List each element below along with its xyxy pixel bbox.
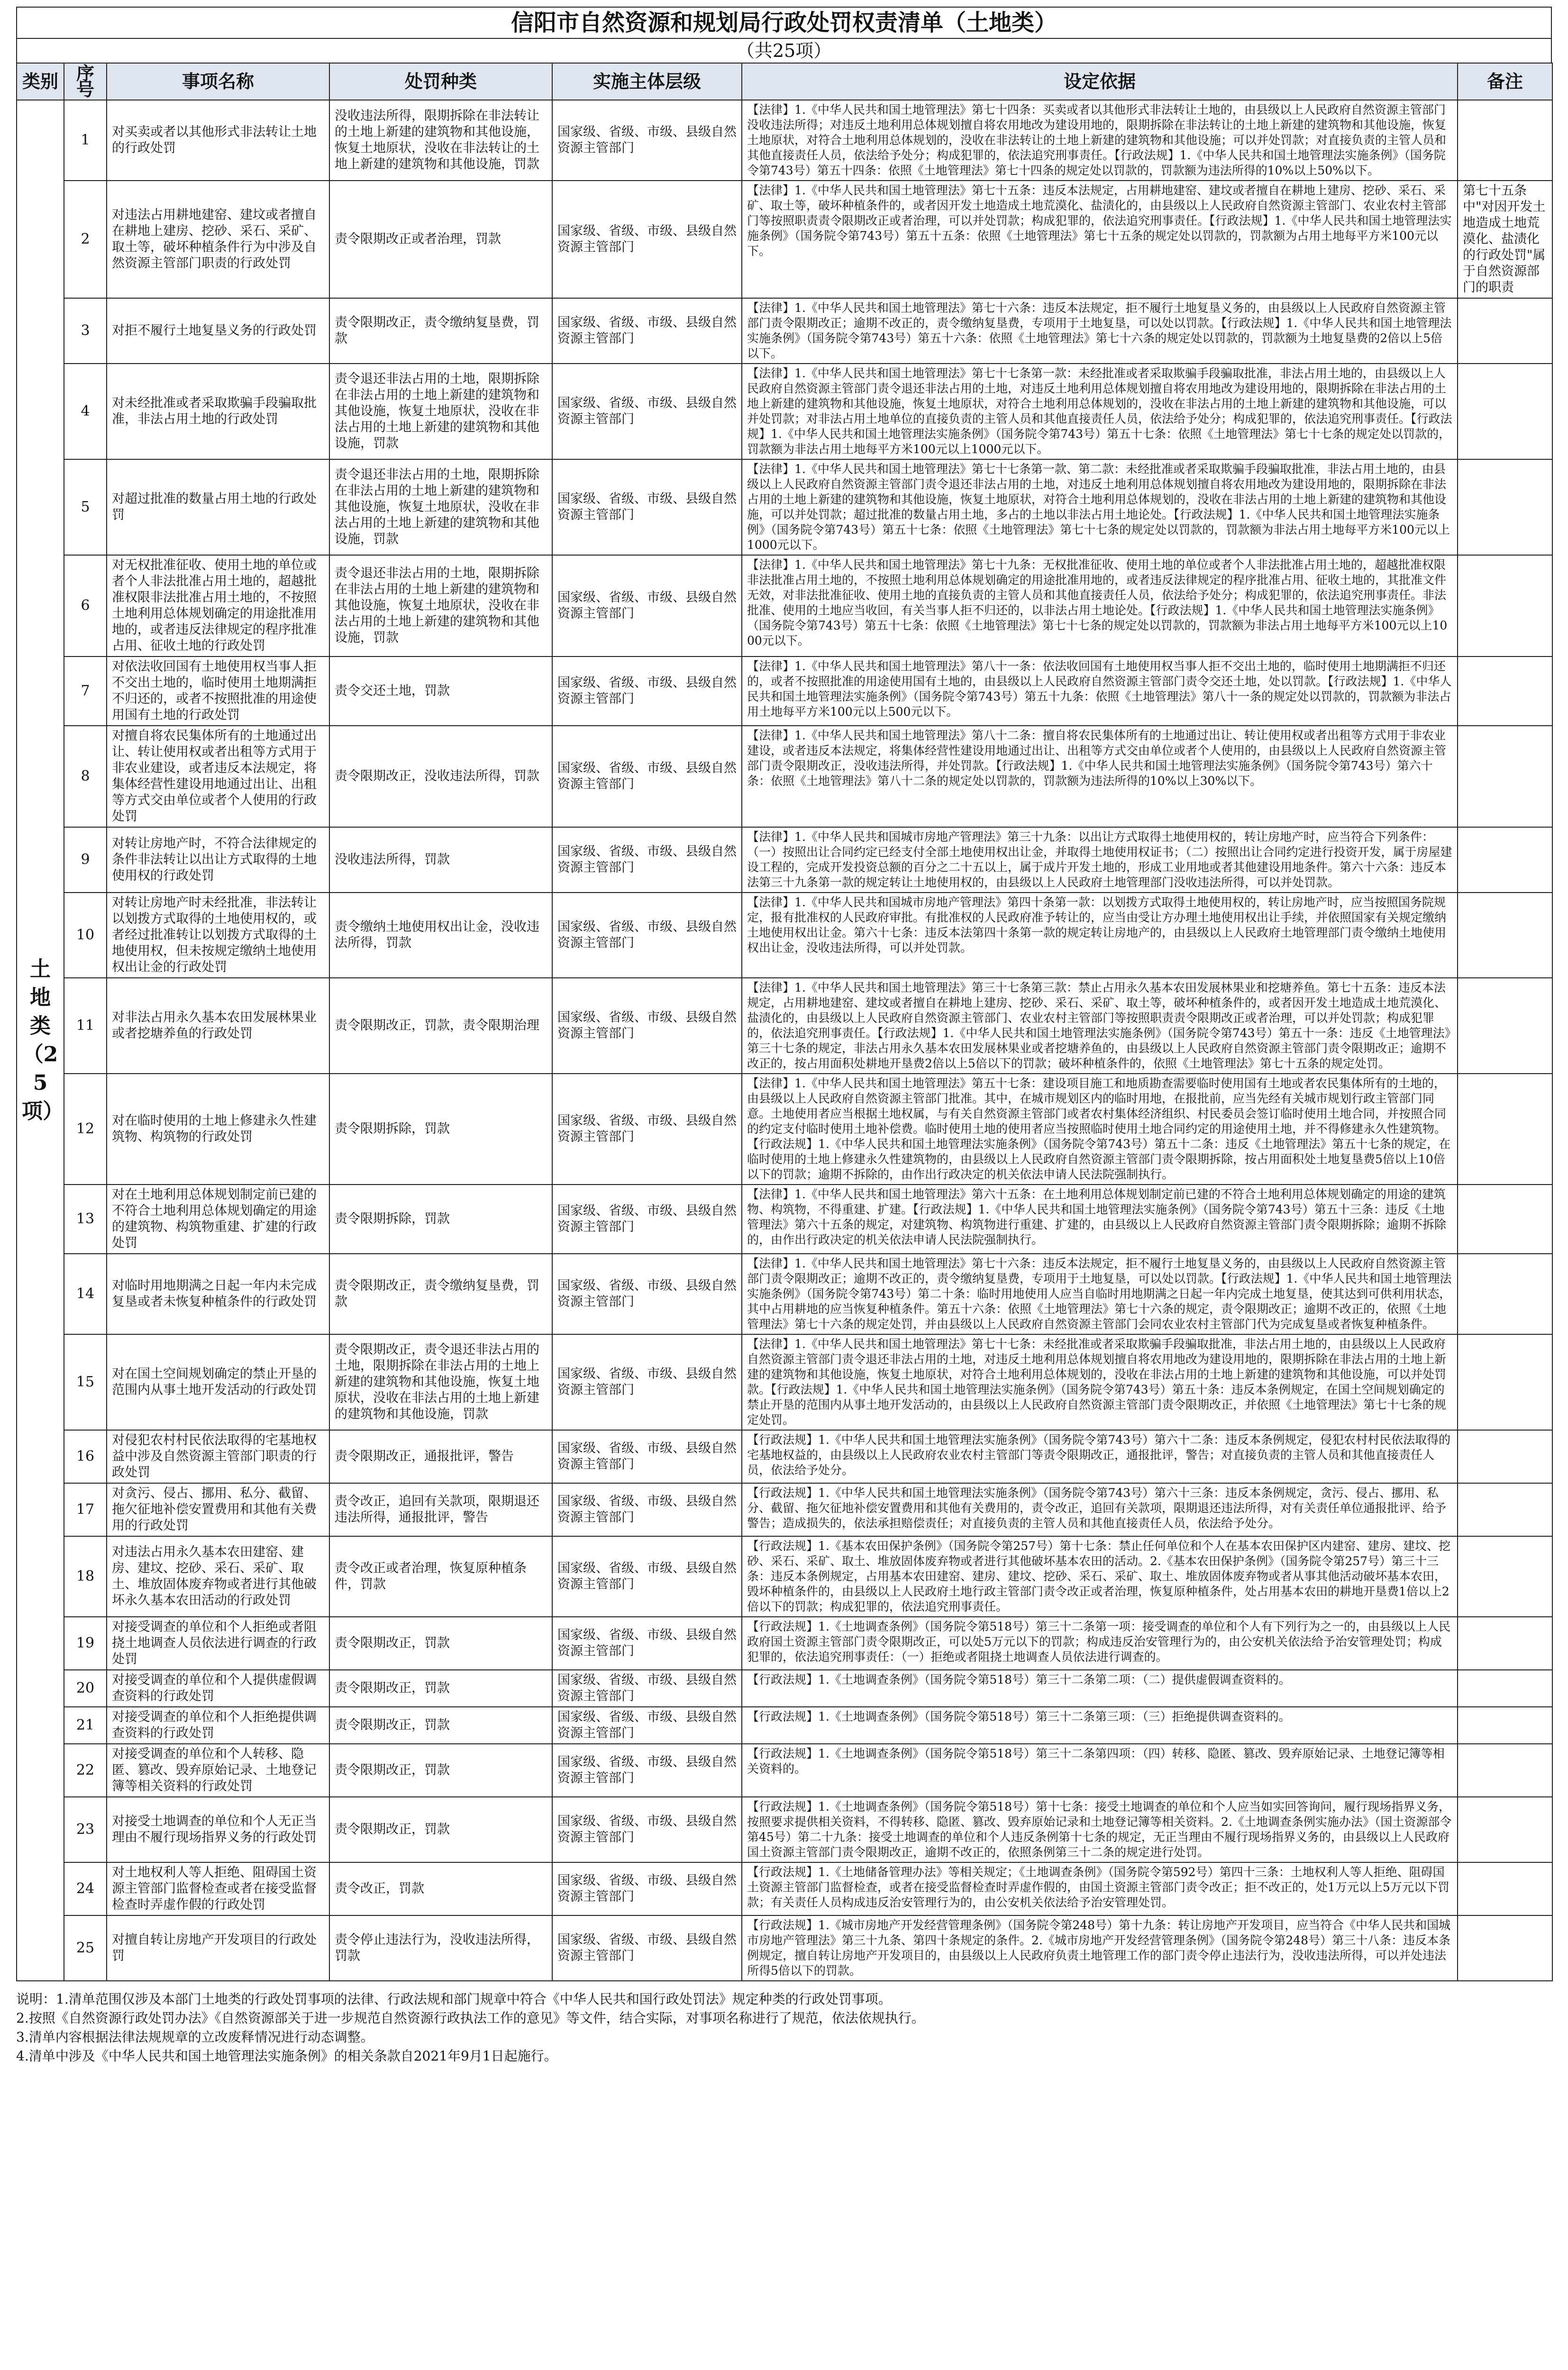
row-number: 16 [64, 1430, 107, 1483]
remarks [1458, 893, 1552, 978]
item-name: 对无权批准征收、使用土地的单位或者个人非法批准占用土地的，超越批准权限非法批准占用土地的，不按照土地利用总体规划确定的用途批准用地的，或者违反法律规定的程序批准占用、征收土地的行政处罚 [107, 555, 329, 656]
legal-basis: 【法律】1.《中华人民共和国土地管理法》第七十六条：违反本法规定，拒不履行土地复垦义务的，由县级以上人民政府自然资源主管部门责令限期改正；逾期不改正的，责令缴纳复垦费，专项用于土地复垦，可以处以罚款。【行政法规】1.《中华人民共和国土地管理法实施条例》（国务院令第743号）第二十条：临时用地使用人应当自临时用地期满之日起一年内完成土地复垦，使其达到可供利用状态，其中占用耕地的应当恢复种植条件。第五十六条：依照《土地管理法》第七十六条的规定，责令限期改正；逾期不改正的，依照《土地管理法》第七十六条的规定处罚，并由县级以上人民政府自然资源主管部门会同农业农村主管部门代为完成复垦或者恢复种植条件。 [742, 1254, 1458, 1334]
item-name: 对接受调查的单位和个人拒绝或者阻挠土地调查人员依法进行调查的行政处罚 [107, 1617, 329, 1670]
remarks [1458, 1707, 1552, 1744]
item-name: 对转让房地产时未经批准，非法转让以划拨方式取得的土地使用权的，或者经过批准转让以划拨方式取得的土地使用权，但未按规定缴纳土地使用权出让金的行政处罚 [107, 893, 329, 978]
item-name: 对擅自转让房地产开发项目的行政处罚 [107, 1915, 329, 1981]
row-number: 9 [64, 827, 107, 893]
table-row [17, 364, 1552, 459]
row-number: 12 [64, 1074, 107, 1185]
remarks: 第七十五条中"对因开发土地造成土地荒漠化、盐渍化的行政处罚"属于自然资源部门的职责 [1458, 181, 1552, 298]
row-number: 11 [64, 978, 107, 1074]
row-number: 19 [64, 1617, 107, 1670]
table-body [17, 100, 1552, 1981]
row-number: 18 [64, 1536, 107, 1617]
item-name: 对违法占用永久基本农田建窑、建房、建坟、挖砂、采石、采矿、取土、堆放固体废弃物或者进行其他破坏永久基本农田活动的行政处罚 [107, 1536, 329, 1617]
item-name: 对土地权利人等人拒绝、阻碍国土资源主管部门监督检查或者在接受监督检查时弄虚作假的行政处罚 [107, 1862, 329, 1915]
legal-basis: 【行政法规】1.《土地调查条例》（国务院令第518号）第三十二条第二项：（二）提供虚假调查资料的。 [742, 1670, 1458, 1707]
remarks [1458, 1915, 1552, 1981]
table-row [17, 555, 1552, 656]
remarks [1458, 1617, 1552, 1670]
header-number: 序号 [64, 63, 107, 100]
remarks [1458, 1744, 1552, 1797]
legal-basis: 【法律】1.《中华人民共和国城市房地产管理法》第四十条第一款：以划拨方式取得土地使用权的，转让房地产时，应当按照国务院规定，报有批准权的人民政府审批。有批准权的人民政府准予转让的，应当由受让方办理土地使用权出让手续，并依照国家有关规定缴纳土地使用权出让金。第六十七条：违反本法第四十条第一款的规定转让房地产的，由县级以上人民政府土地管理部门责令缴纳土地使用权出让金，没收违法所得，可以并处罚款。 [742, 893, 1458, 978]
category-cell [17, 100, 64, 1981]
remarks [1458, 1430, 1552, 1483]
penalty-type: 责令限期改正，责令缴纳复垦费，罚款 [329, 298, 552, 364]
penalty-type: 责令限期改正，责令缴纳复垦费，罚款 [329, 1254, 552, 1334]
item-name: 对在临时使用的土地上修建永久性建筑物、构筑物的行政处罚 [107, 1074, 329, 1185]
row-number: 5 [64, 459, 107, 555]
implementing-level: 国家级、省级、市级、县级自然资源主管部门 [552, 1185, 742, 1254]
penalty-type: 责令限期改正，罚款 [329, 1797, 552, 1862]
implementing-level: 国家级、省级、市级、县级自然资源主管部门 [552, 726, 742, 827]
table-row [17, 1707, 1552, 1744]
item-name: 对非法占用永久基本农田发展林果业或者挖塘养鱼的行政处罚 [107, 978, 329, 1074]
implementing-level: 国家级、省级、市级、县级自然资源主管部门 [552, 298, 742, 364]
penalty-type: 责令改正，罚款 [329, 1862, 552, 1915]
implementing-level: 国家级、省级、市级、县级自然资源主管部门 [552, 1862, 742, 1915]
legal-basis: 【行政法规】1.《土地调查条例》（国务院令第518号）第三十二条第一项：接受调查的单位和个人有下列行为之一的，由县级以上人民政府国土资源主管部门责令限期改正，可以处5万元以下的罚款；构成违反治安管理行为的，由公安机关依法给予治安管理处罚；构成犯罪的，依法追究刑事责任：（一）拒绝或者阻挠土地调查人员依法进行调查的。 [742, 1617, 1458, 1670]
header-item-name: 事项名称 [107, 63, 329, 100]
item-name: 对未经批准或者采取欺骗手段骗取批准，非法占用土地的行政处罚 [107, 364, 329, 459]
item-name: 对接受调查的单位和个人提供虚假调查资料的行政处罚 [107, 1670, 329, 1707]
legal-basis: 【法律】1.《中华人民共和国土地管理法》第七十七条：未经批准或者采取欺骗手段骗取批准，非法占用土地的，由县级以上人民政府自然资源主管部门责令退还非法占用的土地，对违反土地利用总体规划擅自将农用地改为建设用地的，限期拆除在非法占用的土地上新建的建筑物和其他设施，恢复土地原状，对符合土地利用总体规划的，没收在非法占用的土地上新建的建筑物和其他设施，可以并处罚款。【行政法规】1.《中华人民共和国土地管理法实施条例》（国务院令第743号）第五十条：违反本条例规定，在国土空间规划确定的禁止开垦的范围内从事土地开发活动的，由县级以上人民政府自然资源主管部门责令限期改正，并依照《土地管理法》第七十七条的规定处罚。 [742, 1334, 1458, 1430]
implementing-level: 国家级、省级、市级、县级自然资源主管部门 [552, 1670, 742, 1707]
item-name: 对擅自将农民集体所有的土地通过出让、转让使用权或者出租等方式用于非农业建设，或者违反本法规定，将集体经营性建设用地通过出让、出租等方式交由单位或者个人使用的行政处罚 [107, 726, 329, 827]
row-number: 3 [64, 298, 107, 364]
item-name: 对超过批准的数量占用土地的行政处罚 [107, 459, 329, 555]
legal-basis: 【法律】1.《中华人民共和国土地管理法》第七十九条：无权批准征收、使用土地的单位或者个人非法批准占用土地的，超越批准权限非法批准占用土地的，不按照土地利用总体规划确定的用途批准用地的，或者违反法律规定的程序批准占用、征收土地的，其批准文件无效，对非法批准征收、使用土地的直接负责的主管人员和其他直接责任人员，依法给予处分；构成犯罪的，依法追究刑事责任。非法批准、使用的土地应当收回，有关当事人拒不归还的，以非法占用土地论处。【行政法规】1.《中华人民共和国土地管理法实施条例》（国务院令第743号）第五十七条：依照《土地管理法》第七十七条的规定处以罚款的，罚款额为非法占用土地每平方米100元以上1000元以下。 [742, 555, 1458, 656]
row-number: 4 [64, 364, 107, 459]
table-row [17, 656, 1552, 726]
table-row [17, 100, 1552, 181]
item-name: 对违法占用耕地建窑、建坟或者擅自在耕地上建房、挖砂、采石、采矿、取土等，破坏种植条件行为中涉及自然资源主管部门职责的行政处罚 [107, 181, 329, 298]
legal-basis: 【行政法规】1.《土地储备管理办法》等相关规定；《土地调查条例》（国务院令第592号）第四十三条：土地权利人等人拒绝、阻碍国土资源主管部门监督检查，或者在接受监督检查时弄虚作假的，由国土资源主管部门责令改正；拒不改正的，处1万元以上5万元以下罚款；有关责任人员构成违反治安管理行为的，由公安机关依法给予治安管理处罚。 [742, 1862, 1458, 1915]
table-row [17, 1536, 1552, 1617]
table-row [17, 1254, 1552, 1334]
row-number: 20 [64, 1670, 107, 1707]
table-row [17, 1670, 1552, 1707]
item-name: 对依法收回国有土地使用权当事人拒不交出土地的，临时使用土地期满拒不归还的，或者不按照批准的用途使用国有土地的行政处罚 [107, 656, 329, 726]
header-remarks: 备注 [1458, 63, 1552, 100]
implementing-level: 国家级、省级、市级、县级自然资源主管部门 [552, 1617, 742, 1670]
penalty-type: 责令限期改正，责令退还非法占用的土地，限期拆除在非法占用的土地上新建的建筑物和其他设施，恢复土地原状，没收在非法占用的土地上新建的建筑物和其他设施，罚款 [329, 1334, 552, 1430]
remarks [1458, 1074, 1552, 1185]
table-row [17, 1744, 1552, 1797]
table-row [17, 978, 1552, 1074]
item-name: 对接受调查的单位和个人转移、隐匿、篡改、毁弃原始记录、土地登记簿等相关资料的行政处罚 [107, 1744, 329, 1797]
legal-basis: 【行政法规】1.《中华人民共和国土地管理法实施条例》（国务院令第743号）第六十二条：违反本条例规定，侵犯农村村民依法取得的宅基地权益的，由县级以上人民政府农业农村主管部门等责令限期改正，通报批评，警告；对直接负责的主管人员和其他直接责任人员，依法给予处分。 [742, 1430, 1458, 1483]
implementing-level: 国家级、省级、市级、县级自然资源主管部门 [552, 1430, 742, 1483]
legal-basis: 【行政法规】1.《城市房地产开发经营管理条例》（国务院令第248号）第十九条：转让房地产开发项目，应当符合《中华人民共和国城市房地产管理法》第三十九条、第四十条规定的条件。2.《城市房地产开发经营管理条例》（国务院令第248号）第三十八条：违反本条例规定，擅自转让房地产开发项目的，由县级以上人民政府负责土地管理工作的部门责令停止违法行为，没收违法所得，可以并处违法所得5倍以下的罚款。 [742, 1915, 1458, 1981]
legal-basis: 【法律】1.《中华人民共和国土地管理法》第七十四条：买卖或者以其他形式非法转让土地的，由县级以上人民政府自然资源主管部门没收违法所得；对违反土地利用总体规划擅自将农用地改为建设用地的，限期拆除在非法转让的土地上新建的建筑物和其他设施，恢复土地原状，对符合土地利用总体规划的，没收在非法转让的土地上新建的建筑物和其他设施；可以并处罚款；对直接负责的主管人员和其他直接责任人员，依法给予处分；构成犯罪的，依法追究刑事责任。【行政法规】1.《中华人民共和国土地管理法实施条例》（国务院令第743号）第五十四条：依照《土地管理法》第七十四条的规定处以罚款的，罚款额为违法所得的10%以上50%以下。 [742, 100, 1458, 181]
item-name: 对侵犯农村村民依法取得的宅基地权益中涉及自然资源主管部门职责的行政处罚 [107, 1430, 329, 1483]
penalty-type: 责令交还土地，罚款 [329, 656, 552, 726]
penalty-type: 责令改正或者治理，恢复原种植条件，罚款 [329, 1536, 552, 1617]
footnote-line: 4.清单中涉及《中华人民共和国土地管理法实施条例》的相关条款自2021年9月1日起施行。 [16, 2048, 557, 2064]
penalty-type: 责令限期改正，罚款 [329, 1670, 552, 1707]
implementing-level: 国家级、省级、市级、县级自然资源主管部门 [552, 827, 742, 893]
penalty-type: 责令停止违法行为，没收违法所得，罚款 [329, 1915, 552, 1981]
table-row [17, 459, 1552, 555]
implementing-level: 国家级、省级、市级、县级自然资源主管部门 [552, 1074, 742, 1185]
row-number: 15 [64, 1334, 107, 1430]
item-name: 对转让房地产时，不符合法律规定的条件非法转让以出让方式取得的土地使用权的行政处罚 [107, 827, 329, 893]
remarks [1458, 726, 1552, 827]
implementing-level: 国家级、省级、市级、县级自然资源主管部门 [552, 656, 742, 726]
implementing-level: 国家级、省级、市级、县级自然资源主管部门 [552, 1334, 742, 1430]
legal-basis: 【法律】1.《中华人民共和国土地管理法》第五十七条：建设项目施工和地质勘查需要临时使用国有土地或者农民集体所有的土地的，由县级以上人民政府自然资源主管部门批准。其中，在城市规划区内的临时用地，在报批前，应当先经有关城市规划行政主管部门同意。土地使用者应当根据土地权属，与有关自然资源主管部门或者农村集体经济组织、村民委员会签订临时使用土地合同，并按照合同的约定支付临时使用土地补偿费。临时使用土地的使用者应当按照临时使用土地合同约定的用途使用土地，并不得修建永久性建筑物。【行政法规】1.《中华人民共和国土地管理法实施条例》（国务院令第743号）第五十二条：违反《土地管理法》第五十七条的规定，在临时使用的土地上修建永久性建筑物的，由县级以上人民政府自然资源主管部门责令限期拆除，按占用面积处土地复垦费5倍以上10倍以下的罚款；逾期不拆除的，由作出行政决定的机关依法申请人民法院强制执行。 [742, 1074, 1458, 1185]
row-number: 1 [64, 100, 107, 181]
penalty-type: 责令限期改正，罚款 [329, 1707, 552, 1744]
legal-basis: 【行政法规】1.《基本农田保护条例》（国务院令第257号）第十七条：禁止任何单位和个人在基本农田保护区内建窑、建房、建坟、挖砂、采石、采矿、取土、堆放固体废弃物或者进行其他破坏基本农田的活动。2.《基本农田保护条例》（国务院令第257号）第三十三条：违反本条例规定，占用基本农田建窑、建房、建坟、挖砂、采石、采矿、取土、堆放固体废弃物或者从事其他活动破坏基本农田，毁坏种植条件的，由县级以上人民政府土地行政主管部门责令改正或者治理，恢复原种植条件，处占用基本农田的耕地开垦费1倍以上2倍以下的罚款；构成犯罪的，依法追究刑事责任。 [742, 1536, 1458, 1617]
remarks [1458, 100, 1552, 181]
penalty-type: 没收违法所得，限期拆除在非法转让的土地上新建的建筑物和其他设施，恢复土地原状，没收在非法转让的土地上新建的建筑物和其他设施，罚款 [329, 100, 552, 181]
header-legal-basis: 设定依据 [742, 63, 1458, 100]
remarks [1458, 298, 1552, 364]
header-penalty-type: 处罚种类 [329, 63, 552, 100]
implementing-level: 国家级、省级、市级、县级自然资源主管部门 [552, 1483, 742, 1536]
penalty-type: 责令改正，追回有关款项，限期退还违法所得，通报批评，警告 [329, 1483, 552, 1536]
table-row [17, 1483, 1552, 1536]
penalty-type: 责令限期改正，罚款 [329, 1617, 552, 1670]
row-number: 6 [64, 555, 107, 656]
table-row [17, 1074, 1552, 1185]
remarks [1458, 978, 1552, 1074]
implementing-level: 国家级、省级、市级、县级自然资源主管部门 [552, 1797, 742, 1862]
row-number: 8 [64, 726, 107, 827]
table-row [17, 893, 1552, 978]
remarks [1458, 555, 1552, 656]
penalty-type: 责令限期拆除，罚款 [329, 1074, 552, 1185]
legal-basis: 【法律】1.《中华人民共和国土地管理法》第七十七条第一款、第二款：未经批准或者采取欺骗手段骗取批准，非法占用土地的，由县级以上人民政府自然资源主管部门责令退还非法占用的土地，对违反土地利用总体规划擅自将农用地改为建设用地的，限期拆除在非法占用的土地上新建的建筑物和其他设施，恢复土地原状，对符合土地利用总体规划的，没收在非法占用的土地上新建的建筑物和其他设施，可以并处罚款；超过批准的数量占用土地，多占的土地以非法占用土地论处。【行政法规】1.《中华人民共和国土地管理法实施条例》（国务院令第743号）第五十七条：依照《土地管理法》第七十七条的规定处以罚款的，罚款额为非法占用土地每平方米100元以上1000元以下。 [742, 459, 1458, 555]
implementing-level: 国家级、省级、市级、县级自然资源主管部门 [552, 100, 742, 181]
table-row [17, 1915, 1552, 1981]
penalty-type: 责令退还非法占用的土地，限期拆除在非法占用的土地上新建的建筑物和其他设施，恢复土地原状，没收在非法占用的土地上新建的建筑物和其他设施，罚款 [329, 459, 552, 555]
implementing-level: 国家级、省级、市级、县级自然资源主管部门 [552, 1915, 742, 1981]
implementing-level: 国家级、省级、市级、县级自然资源主管部门 [552, 978, 742, 1074]
legal-basis: 【行政法规】1.《土地调查条例》（国务院令第518号）第三十二条第四项：（四）转移、隐匿、篡改、毁弃原始记录、土地登记簿等相关资料的。 [742, 1744, 1458, 1797]
legal-basis: 【法律】1.《中华人民共和国土地管理法》第六十五条：在土地利用总体规划制定前已建的不符合土地利用总体规划确定的用途的建筑物、构筑物，不得重建、扩建。【行政法规】1.《中华人民共和国土地管理法实施条例》（国务院令第743号）第五十三条：违反《土地管理法》第六十五条的规定，对建筑物、构筑物进行重建、扩建的，由县级以上人民政府自然资源主管部门责令限期拆除；逾期不拆除的，由作出行政决定的机关依法申请人民法院强制执行。 [742, 1185, 1458, 1254]
row-number: 2 [64, 181, 107, 298]
document-subtitle: （共25项） [16, 38, 1552, 63]
document-title: 信阳市自然资源和规划局行政处罚权责清单（土地类） [16, 7, 1552, 38]
table-row [17, 1862, 1552, 1915]
penalty-type: 责令退还非法占用的土地，限期拆除在非法占用的土地上新建的建筑物和其他设施，恢复土地原状，没收在非法占用的土地上新建的建筑物和其他设施，罚款 [329, 555, 552, 656]
item-name: 对接受调查的单位和个人拒绝提供调查资料的行政处罚 [107, 1707, 329, 1744]
remarks [1458, 827, 1552, 893]
legal-basis: 【法律】1.《中华人民共和国土地管理法》第七十七条第一款：未经批准或者采取欺骗手段骗取批准，非法占用土地的，由县级以上人民政府自然资源主管部门责令退还非法占用的土地，对违反土地利用总体规划擅自将农用地改为建设用地的，限期拆除在非法占用的土地上新建的建筑物和其他设施，恢复土地原状，对符合土地利用总体规划的，没收在非法占用的土地上新建的建筑物和其他设施，可以并处罚款；对非法占用土地单位的直接负责的主管人员和其他直接责任人员，依法给予处分；构成犯罪的，依法追究刑事责任。【行政法规】1.《中华人民共和国土地管理法实施条例》（国务院令第743号）第五十七条：依照《土地管理法》第七十七条的规定处以罚款的，罚款额为非法占用土地每平方米100元以上1000元以下。 [742, 364, 1458, 459]
footnote-line: 2.按照《自然资源行政处罚办法》《自然资源部关于进一步规范自然资源行政执法工作的意见》等文件，结合实际，对事项名称进行了规范，依法依规执行。 [16, 2010, 925, 2026]
implementing-level: 国家级、省级、市级、县级自然资源主管部门 [552, 181, 742, 298]
footnotes [16, 1990, 1552, 2066]
item-name: 对接受土地调查的单位和个人无正当理由不履行现场指界义务的行政处罚 [107, 1797, 329, 1862]
row-number: 24 [64, 1862, 107, 1915]
implementing-level: 国家级、省级、市级、县级自然资源主管部门 [552, 1744, 742, 1797]
remarks [1458, 459, 1552, 555]
legal-basis: 【法律】1.《中华人民共和国土地管理法》第七十五条：违反本法规定，占用耕地建窑、建坟或者擅自在耕地上建房、挖砂、采石、采矿、取土等，破坏种植条件的，或者因开发土地造成土地荒漠化、盐渍化的，由县级以上人民政府自然资源主管部门、农业农村主管部门等按照职责责令限期改正或者治理，可以并处罚款；构成犯罪的，依法追究刑事责任。【行政法规】1.《中华人民共和国土地管理法实施条例》（国务院令第743号）第五十五条：依照《土地管理法》第七十五条的规定处以罚款的，罚款额为占用土地每平方米100元以下。 [742, 181, 1458, 298]
table-row [17, 1185, 1552, 1254]
penalty-type: 没收违法所得，罚款 [329, 827, 552, 893]
footnote-line: 说明：1.清单范围仅涉及本部门土地类的行政处罚事项的法律、行政法规和部门规章中符合《中华人民共和国行政处罚法》规定种类的行政处罚事项。 [16, 1991, 892, 2007]
row-number: 13 [64, 1185, 107, 1254]
penalty-type: 责令限期改正，罚款 [329, 1744, 552, 1797]
legal-basis: 【行政法规】1.《中华人民共和国土地管理法实施条例》（国务院令第743号）第六十三条：违反本条例规定，贪污、侵占、挪用、私分、截留、拖欠征地补偿安置费用和其他有关费用的，责令改正，追回有关款项，限期退还违法所得，对有关责任单位通报批评、给予警告；造成损失的，依法承担赔偿责任；对直接负责的主管人员和其他直接责任人员，依法给予处分。 [742, 1483, 1458, 1536]
penalty-type: 责令限期改正，罚款，责令限期治理 [329, 978, 552, 1074]
implementing-level: 国家级、省级、市级、县级自然资源主管部门 [552, 1254, 742, 1334]
implementing-level: 国家级、省级、市级、县级自然资源主管部门 [552, 555, 742, 656]
penalty-type: 责令限期改正，通报批评，警告 [329, 1430, 552, 1483]
remarks [1458, 1185, 1552, 1254]
remarks [1458, 1334, 1552, 1430]
legal-basis: 【法律】1.《中华人民共和国土地管理法》第八十二条：擅自将农民集体所有的土地通过出让、转让使用权或者出租等方式用于非农业建设，或者违反本法规定，将集体经营性建设用地通过出让、出租等方式交由单位或者个人使用的，由县级以上人民政府自然资源主管部门责令限期改正，没收违法所得，并处罚款。【行政法规】1.《中华人民共和国土地管理法实施条例》（国务院令第743号）第六十条：依照《土地管理法》第八十二条的规定处以罚款的，罚款额为违法所得的10%以上30%以下。 [742, 726, 1458, 827]
legal-basis: 【行政法规】1.《土地调查条例》（国务院令第518号）第三十二条第三项：（三）拒绝提供调查资料的。 [742, 1707, 1458, 1744]
implementing-level: 国家级、省级、市级、县级自然资源主管部门 [552, 893, 742, 978]
penalty-type: 责令缴纳土地使用权出让金，没收违法所得，罚款 [329, 893, 552, 978]
implementing-level: 国家级、省级、市级、县级自然资源主管部门 [552, 459, 742, 555]
item-name: 对在土地利用总体规划制定前已建的不符合土地利用总体规划确定的用途的建筑物、构筑物重建、扩建的行政处罚 [107, 1185, 329, 1254]
item-name: 对在国土空间规划确定的禁止开垦的范围内从事土地开发活动的行政处罚 [107, 1334, 329, 1430]
item-name: 对临时用地期满之日起一年内未完成复垦或者未恢复种植条件的行政处罚 [107, 1254, 329, 1334]
item-name: 对买卖或者以其他形式非法转让土地的行政处罚 [107, 100, 329, 181]
table-row [17, 298, 1552, 364]
penalty-type: 责令限期改正或者治理，罚款 [329, 181, 552, 298]
table-row [17, 726, 1552, 827]
row-number: 23 [64, 1797, 107, 1862]
legal-basis: 【行政法规】1.《土地调查条例》（国务院令第518号）第十七条：接受土地调查的单位和个人应当如实回答询问，履行现场指界义务，按照要求提供相关资料，不得转移、隐匿、篡改、毁弃原始记录和土地登记簿等相关资料。2.《土地调查条例实施办法》（国土资源部令第45号）第二十九条：接受土地调查的单位和个人违反条例第十七条的规定，无正当理由不履行现场指界义务的，由县级以上人民政府国土资源主管部门责令限期改正，逾期不改正的，依照条例第三十二条的规定进行处罚。 [742, 1797, 1458, 1862]
remarks [1458, 1797, 1552, 1862]
row-number: 21 [64, 1707, 107, 1744]
category-name: 土地类 [30, 957, 51, 1038]
penalty-table [16, 63, 1553, 1981]
remarks [1458, 1483, 1552, 1536]
table-row [17, 1334, 1552, 1430]
remarks [1458, 1670, 1552, 1707]
remarks [1458, 656, 1552, 726]
legal-basis: 【法律】1.《中华人民共和国城市房地产管理法》第三十九条：以出让方式取得土地使用权的，转让房地产时，应当符合下列条件：（一）按照出让合同约定已经支付全部土地使用权出让金，并取得土地使用权证书；（二）按照出让合同约定进行投资开发，属于房屋建设工程的，完成开发投资总额的百分之二十五以上，属于成片开发土地的，形成工业用地或者其他建设用地条件。第六十六条：违反本法第三十九条第一款的规定转让土地使用权的，由县级以上人民政府土地管理部门没收违法所得，可以并处罚款。 [742, 827, 1458, 893]
row-number: 22 [64, 1744, 107, 1797]
remarks [1458, 364, 1552, 459]
legal-basis: 【法律】1.《中华人民共和国土地管理法》第三十七条第三款：禁止占用永久基本农田发展林果业和挖塘养鱼。第七十五条：违反本法规定，占用耕地建窑、建坟或者擅自在耕地上建房、挖砂、采石、采矿、取土等，破坏种植条件的，或者因开发土地造成土地荒漠化、盐渍化的，由县级以上人民政府自然资源主管部门、农业农村主管部门等按照职责责令限期改正或者治理，可以并处罚款；构成犯罪的，依法追究刑事责任。【行政法规】1.《中华人民共和国土地管理法实施条例》（国务院令第743号）第五十一条：违反《土地管理法》第三十七条的规定，非法占用永久基本农田发展林果业或者挖塘养鱼的，由县级以上人民政府自然资源主管部门责令限期改正；逾期不改正的，按占用面积处耕地开垦费2倍以上5倍以下的罚款；破坏种植条件的，依照《土地管理法》第七十五条的规定处罚。 [742, 978, 1458, 1074]
item-name: 对贪污、侵占、挪用、私分、截留、拖欠征地补偿安置费用和其他有关费用的行政处罚 [107, 1483, 329, 1536]
row-number: 10 [64, 893, 107, 978]
table-row [17, 181, 1552, 298]
row-number: 14 [64, 1254, 107, 1334]
row-number: 17 [64, 1483, 107, 1536]
header-category: 类别 [17, 63, 64, 100]
document-page [16, 0, 1552, 2066]
penalty-type: 责令退还非法占用的土地，限期拆除在非法占用的土地上新建的建筑物和其他设施，恢复土地原状，没收在非法占用的土地上新建的建筑物和其他设施，罚款 [329, 364, 552, 459]
legal-basis: 【法律】1.《中华人民共和国土地管理法》第八十一条：依法收回国有土地使用权当事人拒不交出土地的，临时使用土地期满拒不归还的，或者不按照批准的用途使用国有土地的，由县级以上人民政府自然资源主管部门责令交还土地，处以罚款。【行政法规】1.《中华人民共和国土地管理法实施条例》（国务院令第743号）第五十九条：依照《土地管理法》第八十一条的规定处以罚款的，罚款额为非法占用土地每平方米100元以上500元以下。 [742, 656, 1458, 726]
implementing-level: 国家级、省级、市级、县级自然资源主管部门 [552, 364, 742, 459]
table-row [17, 1797, 1552, 1862]
table-row [17, 1617, 1552, 1670]
remarks [1458, 1536, 1552, 1617]
implementing-level: 国家级、省级、市级、县级自然资源主管部门 [552, 1707, 742, 1744]
remarks [1458, 1862, 1552, 1915]
implementing-level: 国家级、省级、市级、县级自然资源主管部门 [552, 1536, 742, 1617]
category-count: （25项） [22, 1042, 64, 1123]
header-implementing-level: 实施主体层级 [552, 63, 742, 100]
legal-basis: 【法律】1.《中华人民共和国土地管理法》第七十六条：违反本法规定，拒不履行土地复垦义务的，由县级以上人民政府自然资源主管部门责令限期改正；逾期不改正的，责令缴纳复垦费，专项用于土地复垦，可以处以罚款。【行政法规】1.《中华人民共和国土地管理法实施条例》（国务院令第743号）第五十六条：依照《土地管理法》第七十六条的规定处以罚款的，罚款额为土地复垦费的2倍以上5倍以下。 [742, 298, 1458, 364]
item-name: 对拒不履行土地复垦义务的行政处罚 [107, 298, 329, 364]
penalty-type: 责令限期改正，没收违法所得，罚款 [329, 726, 552, 827]
footnote-line: 3.清单内容根据法律法规规章的立改废释情况进行动态调整。 [16, 2029, 374, 2045]
table-header-row [17, 63, 1552, 100]
row-number: 7 [64, 656, 107, 726]
row-number: 25 [64, 1915, 107, 1981]
table-row [17, 827, 1552, 893]
table-row [17, 1430, 1552, 1483]
penalty-type: 责令限期拆除，罚款 [329, 1185, 552, 1254]
remarks [1458, 1254, 1552, 1334]
